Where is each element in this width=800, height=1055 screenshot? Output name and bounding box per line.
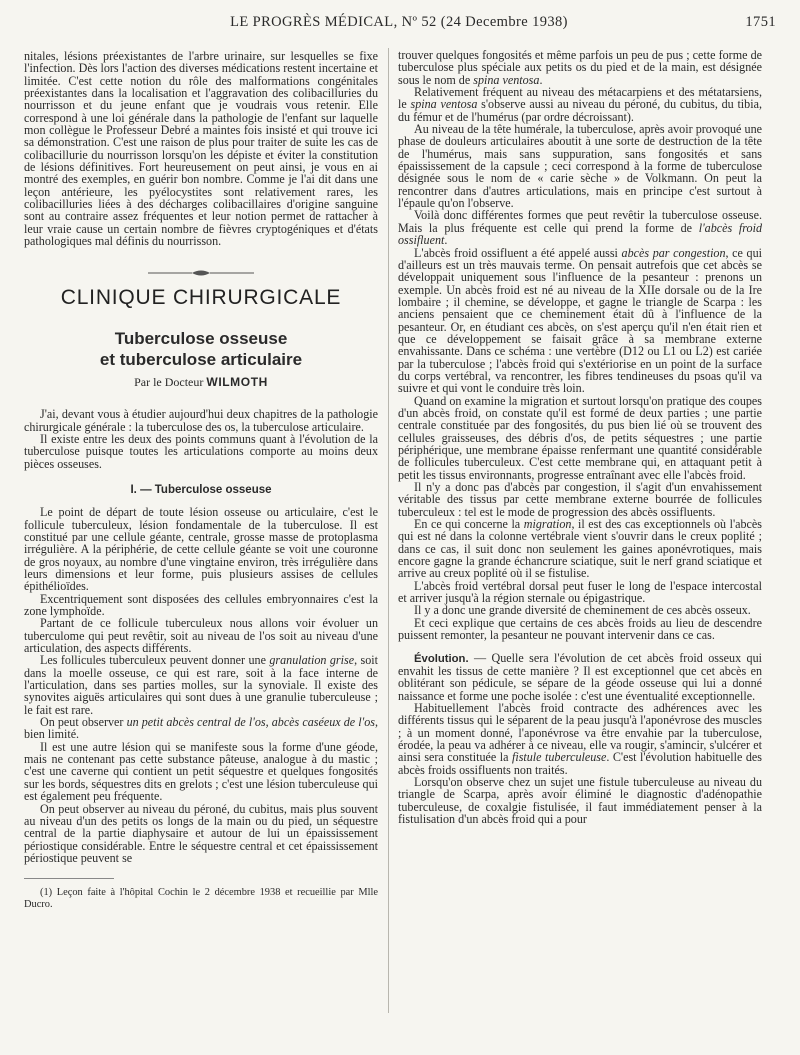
italic-run: migration	[523, 517, 572, 532]
text-run: , ce qui d'ailleurs est un très mauvais terme. On pensait autrefois que cet abcès se développait uniquement sous l'influence de la pesanteur : prenons un exemple. Un abcès froid est né au niveau de la XIIe dorsale ou de la Ire lombaire ; il chemine, se développe, et gagne le triangle de Scarpa : les anciens pensaient que ce cheminement était dû à l'influence de la pesanteur. Or, en étudiant ces abcès, on s'est aperçu qu'il n'en était rien et que ce développement se faisait grâce à sa membrane externe envahissante. Dans ce schéma : une vertèbre (D12 ou L1 ou L2) est cariée par la tuberculose ; l'abcès froid qui s'extériorise en un point de la surface du corps vertébral, va rencontrer, les fibres tendineuses du psoas qu'il va suivre et qui vont le conduire très loin.	[398, 245, 762, 396]
byline-prefix: Par le Docteur	[134, 374, 207, 389]
intro-paragraph-1: J'ai, devant vous à étudier aujourd'hui deux chapitres de la pathologie chirurgicale générale : la tuberculose des os, la tuberculose articulaire.	[24, 407, 378, 434]
italic-run: spina ventosa	[473, 72, 540, 87]
body-paragraph	[398, 652, 762, 702]
article-title-line-1: Tuberculose osseuse	[114, 328, 288, 348]
text-run: — Quelle sera l'évolution de cet abcès froid osseux qui envahit les tissus de cette manière ? Il est exceptionnel que cet abcès en oblitérant son pédicule, se sépare de la géode osseuse qui lui a donné naissance et forme une poche isolée : c'est une éventualité exceptionnelle.	[398, 650, 762, 703]
text-run: .	[539, 72, 543, 87]
italic-run: l'abcès froid ossifluent	[398, 220, 762, 248]
article-title-line-2: et tuberculose articulaire	[99, 349, 303, 369]
right-column	[398, 49, 762, 825]
text-run: On peut observer	[40, 715, 127, 730]
text-run: L'abcès froid ossifluent a été appelé aussi	[414, 245, 622, 260]
running-header	[22, 14, 776, 34]
italic-run: granulation grise	[269, 653, 355, 668]
continued-paragraph: nitales, lésions préexistantes de l'arbre urinaire, sur lesquelles se fixe l'infection. Dès lors l'action des diverses médications restent incertaine et limitée. C'est cette notion du rôle des malformations congénitales préexistantes dans la localisation et l'aggravation des colibacilluries du nourrisson et du jeune enfant que je voudrais vous retenir. Elle correspond à une loi générale dans la pathologie de l'enfant sur laquelle mon collègue le Professeur Debré a maintes fois insisté et qui trouve ici sa démonstration. C'est une raison de plus pour traiter de suite les cas de colibacillurie du nourrisson lorsqu'on les dépiste et éviter la constitution de lésions définitives. Fort heureusement on peut ainsi, je vous en ai montré des exemples, en guérir bon nombre. Comme je l'ai dit dans une leçon antérieure, les pyélocystites sont relativement rares, les colibacilluries liées à des décharges colibacillaires d'origine sanguine sont au contraire assez fréquentes et leur notion permet de rattacher à leur vraie cause un certain nombre de fièvres cryptogéniques et d'états pathologiques mal définis du nourrisson.	[24, 49, 378, 249]
body-paragraph	[398, 247, 762, 395]
body-paragraph: Et ceci explique que certains de ces abcès froids au lieu de descendre puissent remonter, la pesanteur ne pouvant intervenir dans ce cas.	[398, 615, 762, 643]
text-run: trouver quelques fongosités et même parfois un peu de pus ; cette forme de tuberculose plus spéciale aux petits os du pied et de la main, est désignée sous le nom de	[398, 48, 762, 87]
text-run: , bien limité.	[24, 715, 378, 742]
text-run: .	[444, 233, 448, 248]
byline-author: WILMOTH	[206, 374, 268, 389]
text-run: Les follicules tuberculeux peuvent donner une	[40, 653, 270, 668]
body-paragraph	[398, 49, 762, 86]
italic-run: spina ventosa	[410, 97, 478, 112]
body-paragraph: Quand on examine la migration et surtout lorsqu'on pratique des coupes d'un abcès froid, on constate qu'il est formé de deux parties ; une partie centrale constituée par des fongosités, du pus bien lié où se trouvent des cellules graisseuses, des débris d'os, de petits séquestres ; une partie périphérique, une membrane épaisse renfermant une quantité considérable de follicules tuberculeux. C'est cette membrane qui, en attaquant petit à petit les tissus environnants, progresse entraînant avec elle l'abcès froid.	[398, 393, 762, 482]
body-paragraph	[398, 86, 762, 123]
text-run: Relativement fréquent au niveau des métacarpiens et des métatarsiens, le	[398, 85, 762, 112]
body-paragraph: Lorsqu'on observe chez un sujet une fistule tuberculeuse au niveau du triangle de Scarpa, après avoir éliminé le diagnostic d'adénopathie tuberculeuse, de coxalgie fistulisée, il faut immédiatement penser à la fistulisation d'un abcès froid qui a pour	[398, 774, 762, 826]
journal-title: LE PROGRÈS MÉDICAL, Nº 52 (24 Decembre 1938)	[230, 14, 568, 30]
body-paragraph	[24, 654, 378, 716]
body-paragraph: Partant de ce follicule tuberculeux nous allons voir évoluer un tuberculome qui peut revêtir, soit au niveau de l'os soit au niveau d'une articulation, des aspects différents.	[24, 616, 378, 656]
subsection-heading: I. — Tuberculose osseuse	[130, 483, 272, 496]
body-paragraph: Le point de départ de toute lésion osseuse ou articulaire, c'est le follicule tuberculeux, lésion fondamentale de la tuberculose. Il est constitué par une cellule géante, centrale, grosse masse de protoplasma irrégulière. A la périphérie, de cette cellule géante se voit une couronne de gros noyaux, au nombre d'une vingtaine environ, très irrégulière dans leurs dimensions et leur forme, puis plusieurs assises de cellules épithélioïdes.	[24, 505, 378, 594]
text-run: Habituellement l'abcès froid contracte des adhérences avec les différents tissus qui le séparent de la peau jusqu'à l'aponévrose des muscles ; à un moment donné, l'aponévrose va être envahie par la tuberculose, érodée, la peau va adhérer à ce niveau, elle va rougir, s'amincir, s'ulcérer et ainsi sera constituée la	[398, 700, 762, 765]
run-in-heading: Évolution.	[414, 652, 469, 665]
body-paragraph	[398, 702, 762, 776]
intro-paragraph-2: Il existe entre les deux des points communs quant à l'évolution de la tuberculose puisque toutes les articulations comporte au moins deux pièces osseuses.	[24, 431, 378, 471]
ornament-divider	[24, 268, 378, 278]
article-title	[24, 328, 378, 370]
column-divider	[388, 48, 389, 1013]
text-run: s'observe aussi au niveau du péroné, du cubitus, du tibia, du fémur et de l'humérus (par ordre décroissant).	[398, 97, 762, 124]
italic-run: un petit abcès central de l'os, abcès caséeux de l'os	[126, 715, 375, 730]
text-run: Voilà donc différentes formes que peut revêtir la tuberculose osseuse. Mais la plus fréquente est celle qui prend la forme de	[398, 208, 762, 235]
body-paragraph: Au niveau de la tête humérale, la tuberculose, après avoir provoqué une phase de douleurs articulaires aboutit à une sorte de destruction de la tête de l'humérus, mais sans suppuration, sans fongosités et sans épaississement de la capsule ; ceci correspond à la forme de tuberculose désignée sous le nom de « carie sèche » de Volkmann. On peut la rencontrer dans d'autres articulations, mais en principe c'est surtout à l'épaule qu'on l'observe.	[398, 122, 762, 211]
italic-run: abcès par congestion	[621, 245, 726, 260]
body-paragraph: Excentriquement sont disposées des cellules embryonnaires c'est la zone lymphoïde.	[24, 591, 378, 618]
text-run: , soit dans la moelle osseuse, ce qui est rare, soit à la face interne de l'articulation, dans ses parties molles, sur la synoviale. Il existe des synovites aiguës articulaires qui sont dues à une granulie tuberculeuse ; le fait est rare.	[24, 653, 378, 717]
text-run: , il est des cas exceptionnels où l'abcès qui est né dans la colonne vertébrale vient s'ouvrir dans le creux poplité ; dans ce cas, il suit donc non seulement les gaines aponévrotiques, mais encore gagne la grande échancrure sciatique, suit le nerf grand sciatique et arrive au creux poplité où il se fistulise.	[398, 517, 763, 581]
body-paragraph: L'abcès froid vertébral dorsal peut fuser le long de l'espace intercostal et arriver jusqu'à la région sternale ou épigastrique.	[398, 578, 762, 606]
italic-run: fistule tuberculeuse	[511, 750, 607, 765]
text-run: . C'est l'évolution habituelle des abcès froids ossifluents non traités.	[398, 750, 762, 777]
footnote: (1) Leçon faite à l'hôpital Cochin le 2 décembre 1938 et recueillie par Mlle Ducro.	[24, 887, 378, 911]
section-heading: CLINIQUE CHIRURGICALE	[60, 285, 342, 309]
footnote-rule	[24, 878, 114, 879]
left-column	[24, 50, 378, 911]
byline	[24, 376, 378, 388]
page-number: 1751	[745, 14, 776, 30]
body-paragraph	[24, 716, 378, 741]
body-paragraph: Il est une autre lésion qui se manifeste sous la forme d'une géode, mais ne contenant pas cette substance pâteuse, analogue à du mastic ; c'est une caverne qui contient un petit séquestre et quelques fongosités sur les bords, séquestres dits en grelots ; c'est une lésion tuberculeuse qui est également peu fréquente.	[24, 739, 378, 804]
body-paragraph	[398, 209, 762, 246]
body-paragraph: Il y a donc une grande diversité de cheminement de ces abcès osseux.	[414, 603, 751, 618]
text-run: En ce qui concerne la	[414, 517, 524, 532]
body-paragraph: On peut observer au niveau du péroné, du cubitus, mais plus souvent au niveau d'un des petits os longs de la main ou du pied, un séquestre central de la partie diaphysaire et autour de lui un épaississement périostique considérable. Entre le séquestre central et cet épaississement périostique peuvent se	[24, 801, 378, 865]
body-paragraph	[398, 518, 762, 580]
body-paragraph: Il n'y a donc pas d'abcès par congestion, il s'agit d'un envahissement véritable des tissus par cette membrane externe bourrée de follicules tuberculeux : tel est le mode de progression des abcès ossifluents.	[398, 480, 762, 519]
